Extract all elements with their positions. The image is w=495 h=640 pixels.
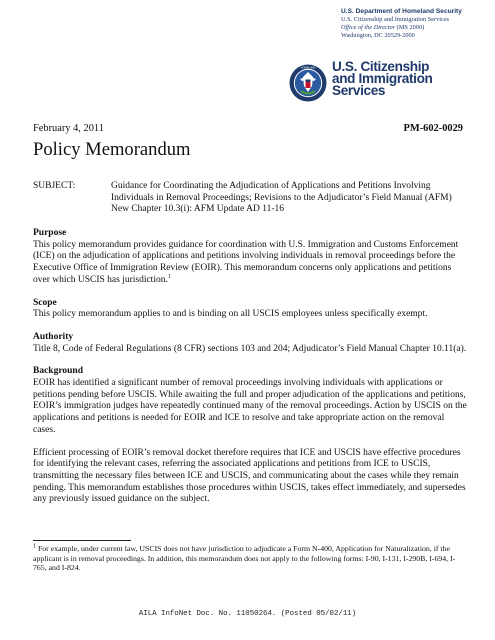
authority-section <box>33 332 468 355</box>
footnote-divider <box>33 540 131 541</box>
agency-wordmark <box>332 61 492 98</box>
posting-stamp: AILA InfoNet Doc. No. 11050264. (Posted 05/02/11) <box>138 610 357 618</box>
office-line <box>341 24 491 32</box>
footnote <box>33 544 468 573</box>
memo-number: PM-602-0029 <box>403 123 463 134</box>
office-name: Office of the Director <box>341 24 396 31</box>
dhs-seal-icon <box>289 64 327 102</box>
purpose-paragraph: This policy memorandum provides guidance for coordination with U.S. Immigration and Customs Enforcement (ICE) on the adjudication of applications and petitions involving individuals in removal proceedings before the Executive Office of Immigration Review (EOIR). This memorandum concerns only applications and petitions over which USCIS has jurisdiction. <box>33 239 459 285</box>
memo-title: Policy Memorandum <box>33 139 191 160</box>
agency-line: U.S. Citizenship and Immigration Services <box>341 16 450 23</box>
footnote-reference: 1 <box>167 273 171 280</box>
letterhead-address-block <box>341 8 491 40</box>
section-heading: Background <box>33 366 83 377</box>
wordmark-line: Services <box>332 83 386 99</box>
memo-subject <box>33 181 468 216</box>
background-section <box>33 366 468 506</box>
svg-text:HOMELAND: HOMELAND <box>300 66 316 70</box>
office-mailstop: (MS 2000) <box>395 24 425 31</box>
subject-label: SUBJECT: <box>33 181 76 191</box>
section-heading: Scope <box>33 297 57 308</box>
wordmark-line: U.S. Citizenship <box>332 59 430 74</box>
department-name: U.S. Department of Homeland Security <box>341 8 462 15</box>
purpose-section <box>33 228 468 287</box>
wordmark-line: and Immigration <box>332 71 433 87</box>
background-paragraph-2: Efficient processing of EOIR’s removal docket therefore requires that ICE and USCIS have effective procedures for identifying the relevant cases, referring the associated applications and petitions from ICE to USCIS, transmitting the necessary files between ICE and USCIS, and communicating about the cases while they remain pending. This memorandum establishes those procedures within USCIS, takes effect immediately, and supersedes any previously issued guidance on the subject. <box>33 447 466 505</box>
footnote-text: For example, under current law, USCIS does not have jurisdiction to adjudicate a Form N-400, Application for Naturalization, if the applicant is in removal proceedings. In addition, this memorandum does not apply to the following forms: I-90, I-131, I-290B, I-694, I-765, and I-824. <box>33 544 456 573</box>
office-address: Washington, DC 20529-2000 <box>341 32 415 39</box>
scope-paragraph: This policy memorandum applies to and is binding on all USCIS employees unless specifically exempt. <box>33 309 428 320</box>
subject-text: Guidance for Coordinating the Adjudication of Applications and Petitions Involving Individuals in Removal Proceedings; Revisions to the Adjudicator’s Field Manual (AFM) New Chapter 10.3(i): AFM Update AD 11-16 <box>111 181 452 215</box>
memo-body <box>33 228 468 517</box>
purpose-text <box>33 240 468 287</box>
memo-date: February 4, 2011 <box>33 123 104 134</box>
authority-paragraph: Title 8, Code of Federal Regulations (8 CFR) sections 103 and 204; Adjudicator’s Field Manual Chapter 10.11(a). <box>33 343 467 354</box>
scope-section <box>33 298 468 321</box>
background-paragraph-1: EOIR has identified a significant number of removal proceedings involving individuals with applications or petitions pending before USCIS. While awaiting the full and proper adjudication of the applications and petitions, EOIR’s immigration judges have repeatedly continued many of the removal proceedings. Action by USCIS on the applications and petitions is needed for EOIR and ICE to resolve and take appropriate action on the removal cases. <box>33 378 467 435</box>
section-heading: Authority <box>33 331 74 342</box>
footnote-number: 1 <box>33 543 36 550</box>
section-heading: Purpose <box>33 228 67 238</box>
